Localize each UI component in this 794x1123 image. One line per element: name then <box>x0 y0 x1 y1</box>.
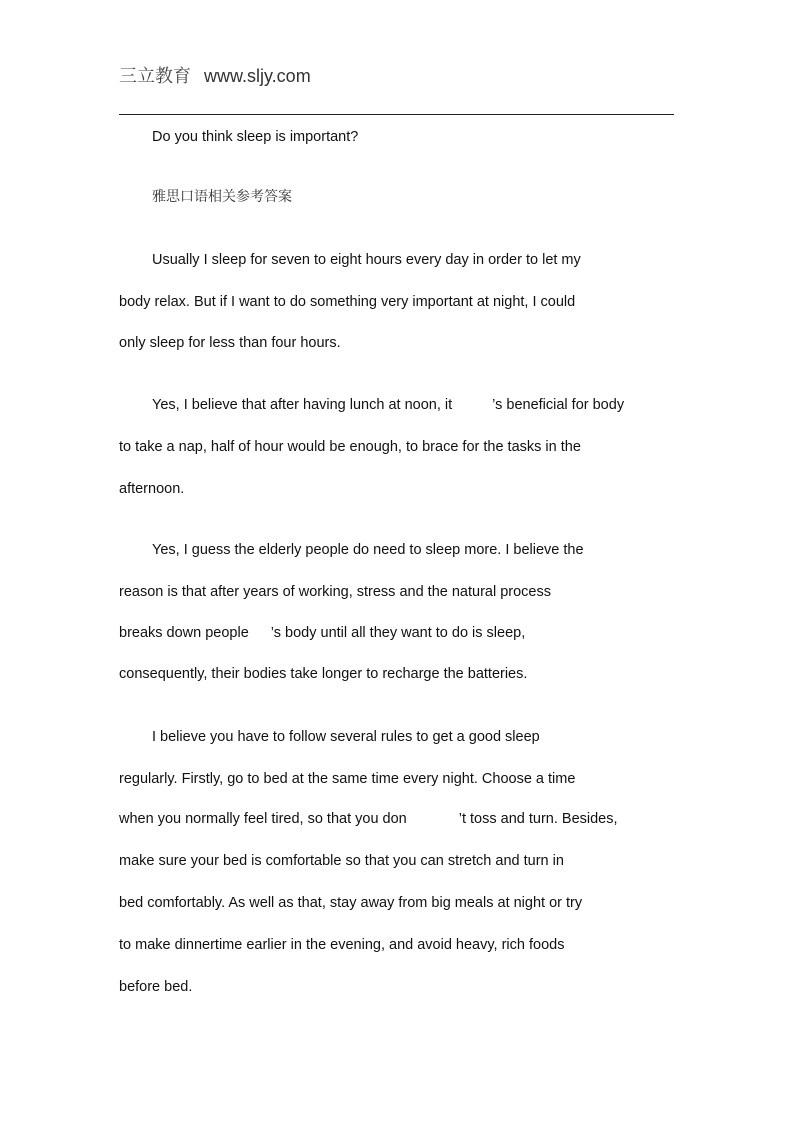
header-url: www.sljy.com <box>204 66 311 86</box>
header-brand: 三立教育 <box>119 66 191 87</box>
paragraph-3-line-3-end: ’s body until all they want to do is sleep, <box>270 625 526 641</box>
paragraph-1-line-1: Usually I sleep for seven to eight hours every day in order to let my <box>152 252 581 268</box>
paragraph-1-line-3: only sleep for less than four hours. <box>119 335 341 351</box>
paragraph-3-line-3 <box>119 624 525 642</box>
page-header <box>119 64 311 89</box>
paragraph-4-line-4: make sure your bed is comfortable so that you can stretch and turn in <box>119 853 564 869</box>
paragraph-2-line-1-end: ’s beneficial for body <box>492 397 625 413</box>
paragraph-2-line-3: afternoon. <box>119 481 185 497</box>
paragraph-4-line-3-start: when you normally feel tired, so that you don <box>119 811 407 827</box>
header-divider <box>119 114 674 115</box>
section-title: 雅思口语相关参考答案 <box>152 189 292 205</box>
paragraph-4-line-7: before bed. <box>119 979 193 995</box>
paragraph-4-line-5: bed comfortably. As well as that, stay away from big meals at night or try <box>119 895 583 911</box>
paragraph-3-line-4: consequently, their bodies take longer to recharge the batteries. <box>119 666 528 682</box>
paragraph-3-line-3-start: breaks down people <box>119 625 249 641</box>
question-text: Do you think sleep is important? <box>152 129 359 145</box>
paragraph-3-line-1: Yes, I guess the elderly people do need to sleep more. I believe the <box>152 542 584 558</box>
paragraph-2-line-1-start: Yes, I believe that after having lunch at noon, it <box>152 397 453 413</box>
paragraph-4-line-1: I believe you have to follow several rules to get a good sleep <box>152 729 540 745</box>
paragraph-4-line-6: to make dinnertime earlier in the evening, and avoid heavy, rich foods <box>119 937 565 953</box>
paragraph-3-line-2: reason is that after years of working, stress and the natural process <box>119 584 551 600</box>
paragraph-4-line-3-end: ’t toss and turn. Besides, <box>458 811 618 827</box>
paragraph-1-line-2: body relax. But if I want to do something very important at night, I could <box>119 294 576 310</box>
paragraph-4-line-3 <box>119 810 618 828</box>
paragraph-2-line-1 <box>152 396 624 414</box>
paragraph-2-line-2: to take a nap, half of hour would be enough, to brace for the tasks in the <box>119 439 581 455</box>
paragraph-4-line-2: regularly. Firstly, go to bed at the same time every night. Choose a time <box>119 771 576 787</box>
